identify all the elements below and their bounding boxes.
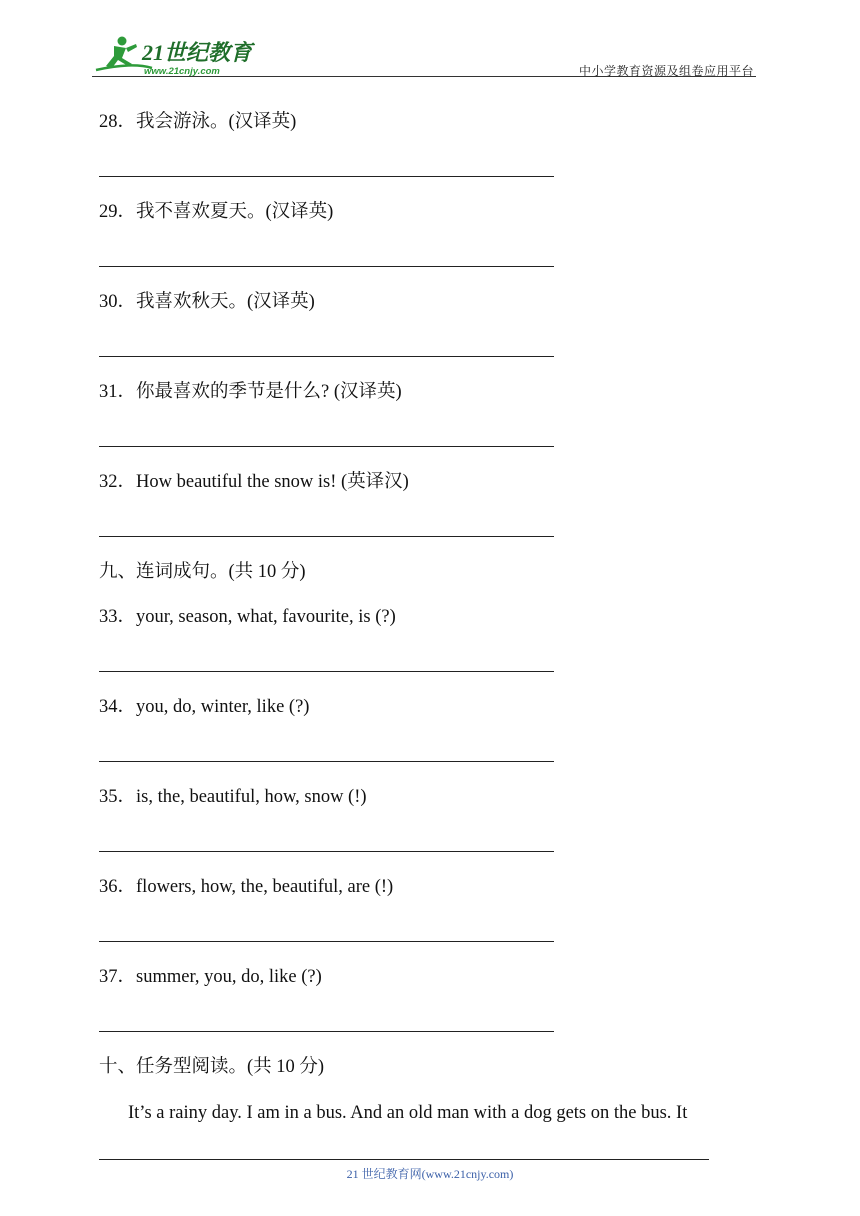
question-number: 36．	[99, 877, 137, 897]
answer-line-33[interactable]	[99, 671, 554, 672]
question-text: you, do, winter, like (?)	[136, 697, 310, 717]
question-number: 28．	[99, 112, 137, 132]
question-text: 我不喜欢夏天。(汉译英)	[136, 202, 334, 222]
question-number: 29．	[99, 202, 137, 222]
header-tagline: 中小学教育资源及组卷应用平台	[578, 64, 754, 78]
question-text: 你最喜欢的季节是什么? (汉译英)	[136, 382, 402, 402]
header-rule	[92, 76, 756, 77]
question-text: is, the, beautiful, how, snow (!)	[136, 787, 367, 807]
question-32	[99, 470, 409, 494]
question-28	[99, 110, 296, 134]
answer-line-37[interactable]	[99, 1031, 554, 1032]
question-37	[99, 965, 322, 989]
answer-line-29[interactable]	[99, 266, 554, 267]
answer-line-36[interactable]	[99, 941, 554, 942]
question-text: your, season, what, favourite, is (?)	[136, 607, 396, 627]
question-text: summer, you, do, like (?)	[136, 967, 322, 987]
question-31	[99, 380, 402, 404]
question-number: 32．	[99, 472, 137, 492]
question-35	[99, 785, 367, 809]
question-text: flowers, how, the, beautiful, are (!)	[136, 877, 394, 897]
answer-line-31[interactable]	[99, 446, 554, 447]
question-36	[99, 875, 393, 899]
question-text: 我会游泳。(汉译英)	[136, 112, 297, 132]
answer-line-28[interactable]	[99, 176, 554, 177]
footer-text: 21 世纪教育网(www.21cnjy.com)	[346, 1167, 514, 1181]
footer-rule	[99, 1159, 709, 1160]
answer-line-35[interactable]	[99, 851, 554, 852]
question-number: 31．	[99, 382, 137, 402]
answer-line-30[interactable]	[99, 356, 554, 357]
question-number: 30．	[99, 292, 137, 312]
section-title: 九、连词成句。(共 10 分)	[99, 562, 306, 582]
question-34	[99, 695, 309, 719]
question-number: 35．	[99, 787, 137, 807]
logo-text: 21世纪教育	[142, 40, 253, 65]
question-29	[99, 200, 333, 224]
question-number: 37．	[99, 967, 137, 987]
reading-passage: It’s a rainy day. I am in a bus. And an old man with a dog gets on the bus. It	[128, 1103, 688, 1123]
logo-url: www.21cnjy.com	[144, 66, 220, 76]
question-33	[99, 605, 396, 629]
question-30	[99, 290, 315, 314]
question-number: 33．	[99, 607, 137, 627]
logo-icon	[92, 34, 262, 76]
page-header	[92, 30, 756, 80]
question-number: 34．	[99, 697, 137, 717]
question-text: How beautiful the snow is! (英译汉)	[136, 472, 409, 492]
question-text: 我喜欢秋天。(汉译英)	[136, 292, 315, 312]
answer-line-32[interactable]	[99, 536, 554, 537]
section-title: 十、任务型阅读。(共 10 分)	[99, 1057, 325, 1077]
answer-line-34[interactable]	[99, 761, 554, 762]
